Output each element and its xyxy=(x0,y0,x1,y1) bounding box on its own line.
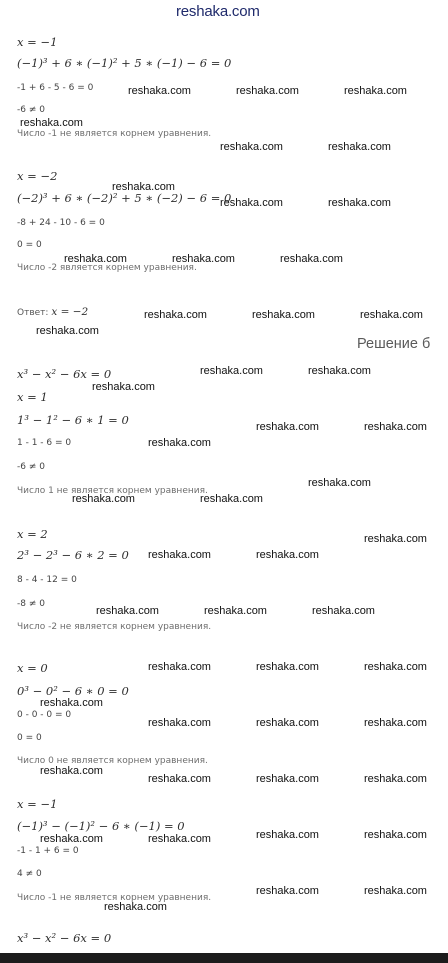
watermark-text: reshaka.com xyxy=(112,181,175,193)
b4-arith: -1 - 1 + 6 = 0 xyxy=(17,846,79,856)
watermark-text: reshaka.com xyxy=(72,493,135,505)
a1-equation: (−1)³ + 6 ∗ (−1)² + 5 ∗ (−1) − 6 = 0 xyxy=(17,56,232,70)
a1-x-line: x = −1 xyxy=(17,35,58,49)
watermark-text: reshaka.com xyxy=(204,605,267,617)
watermark-text: reshaka.com xyxy=(148,437,211,449)
b2-equation: 2³ − 2³ − 6 ∗ 2 = 0 xyxy=(17,548,129,562)
watermark-text: reshaka.com xyxy=(280,253,343,265)
watermark-text: reshaka.com xyxy=(200,365,263,377)
watermark-text: reshaka.com xyxy=(148,549,211,561)
watermark-text: reshaka.com xyxy=(128,85,191,97)
b1-conclusion: Число 1 не является корнем уравнения. xyxy=(17,486,208,496)
site-title[interactable]: reshaka.com xyxy=(176,3,260,20)
answer-value: x = −2 xyxy=(51,306,89,318)
a1-conclusion: Число -1 не является корнем уравнения. xyxy=(17,129,212,139)
watermark-text: reshaka.com xyxy=(256,421,319,433)
answer-label: Ответ: xyxy=(17,308,49,318)
watermark-text: reshaka.com xyxy=(148,833,211,845)
watermark-text: reshaka.com xyxy=(220,197,283,209)
watermark-text: reshaka.com xyxy=(104,901,167,913)
watermark-text: reshaka.com xyxy=(148,773,211,785)
watermark-text: reshaka.com xyxy=(40,833,103,845)
watermark-text: reshaka.com xyxy=(364,717,427,729)
watermark-text: reshaka.com xyxy=(364,829,427,841)
watermark-text: reshaka.com xyxy=(40,697,103,709)
watermark-text: reshaka.com xyxy=(256,549,319,561)
watermark-text: reshaka.com xyxy=(364,421,427,433)
watermark-text: reshaka.com xyxy=(40,765,103,777)
watermark-text: reshaka.com xyxy=(364,661,427,673)
watermark-text: reshaka.com xyxy=(252,309,315,321)
b1-x-line: x = 1 xyxy=(17,390,48,404)
a2-x-line: x = −2 xyxy=(17,169,58,183)
a1-result: -6 ≠ 0 xyxy=(17,105,45,115)
watermark-text: reshaka.com xyxy=(328,197,391,209)
b2-result: -8 ≠ 0 xyxy=(17,599,45,609)
part-b-heading: Решение б xyxy=(357,336,431,352)
b3-conclusion: Число 0 не является корнем уравнения. xyxy=(17,756,208,766)
watermark-text: reshaka.com xyxy=(92,381,155,393)
bottom-bar xyxy=(0,953,448,963)
b2-x-line: x = 2 xyxy=(17,527,48,541)
watermark-text: reshaka.com xyxy=(360,309,423,321)
watermark-text: reshaka.com xyxy=(36,325,99,337)
watermark-text: reshaka.com xyxy=(172,253,235,265)
b3-result: 0 = 0 xyxy=(17,733,42,743)
watermark-text: reshaka.com xyxy=(256,661,319,673)
watermark-text: reshaka.com xyxy=(96,605,159,617)
watermark-text: reshaka.com xyxy=(236,85,299,97)
watermark-text: reshaka.com xyxy=(328,141,391,153)
watermark-text: reshaka.com xyxy=(64,253,127,265)
watermark-text: reshaka.com xyxy=(148,661,211,673)
a2-equation: (−2)³ + 6 ∗ (−2)² + 5 ∗ (−2) − 6 = 0 xyxy=(17,191,232,205)
watermark-text: reshaka.com xyxy=(200,493,263,505)
watermark-text: reshaka.com xyxy=(364,533,427,545)
b3-arith: 0 - 0 - 0 = 0 xyxy=(17,710,72,720)
watermark-text: reshaka.com xyxy=(364,773,427,785)
a2-result: 0 = 0 xyxy=(17,240,42,250)
b1-result: -6 ≠ 0 xyxy=(17,462,45,472)
b2-arith: 8 - 4 - 12 = 0 xyxy=(17,575,77,585)
watermark-text: reshaka.com xyxy=(308,365,371,377)
b3-x-line: x = 0 xyxy=(17,661,48,675)
b1-arith: 1 - 1 - 6 = 0 xyxy=(17,438,72,448)
b4-conclusion: Число -1 не является корнем уравнения. xyxy=(17,893,212,903)
watermark-text: reshaka.com xyxy=(312,605,375,617)
watermark-text: reshaka.com xyxy=(364,885,427,897)
b1-equation: 1³ − 1² − 6 ∗ 1 = 0 xyxy=(17,413,129,427)
b4-x-line: x = −1 xyxy=(17,797,58,811)
watermark-text: reshaka.com xyxy=(144,309,207,321)
b4-result: 4 ≠ 0 xyxy=(17,869,42,879)
watermark-text: reshaka.com xyxy=(256,885,319,897)
b-equation: x³ − x² − 6x = 0 xyxy=(17,367,112,381)
watermark-text: reshaka.com xyxy=(256,829,319,841)
b3-equation: 0³ − 0² − 6 ∗ 0 = 0 xyxy=(17,684,129,698)
b2-conclusion: Число -2 не является корнем уравнения. xyxy=(17,622,212,632)
a2-arith: -8 + 24 - 10 - 6 = 0 xyxy=(17,218,105,228)
b-final-equation: x³ − x² − 6x = 0 xyxy=(17,931,112,945)
a1-arith: -1 + 6 - 5 - 6 = 0 xyxy=(17,83,94,93)
watermark-text: reshaka.com xyxy=(256,773,319,785)
answer-line xyxy=(17,306,88,318)
a2-conclusion: Число -2 является корнем уравнения. xyxy=(17,263,197,273)
b4-equation: (−1)³ − (−1)² − 6 ∗ (−1) = 0 xyxy=(17,819,185,833)
watermark-text: reshaka.com xyxy=(256,717,319,729)
watermark-text: reshaka.com xyxy=(308,477,371,489)
watermark-text: reshaka.com xyxy=(148,717,211,729)
watermark-text: reshaka.com xyxy=(344,85,407,97)
watermark-text: reshaka.com xyxy=(220,141,283,153)
watermark-text: reshaka.com xyxy=(20,117,83,129)
